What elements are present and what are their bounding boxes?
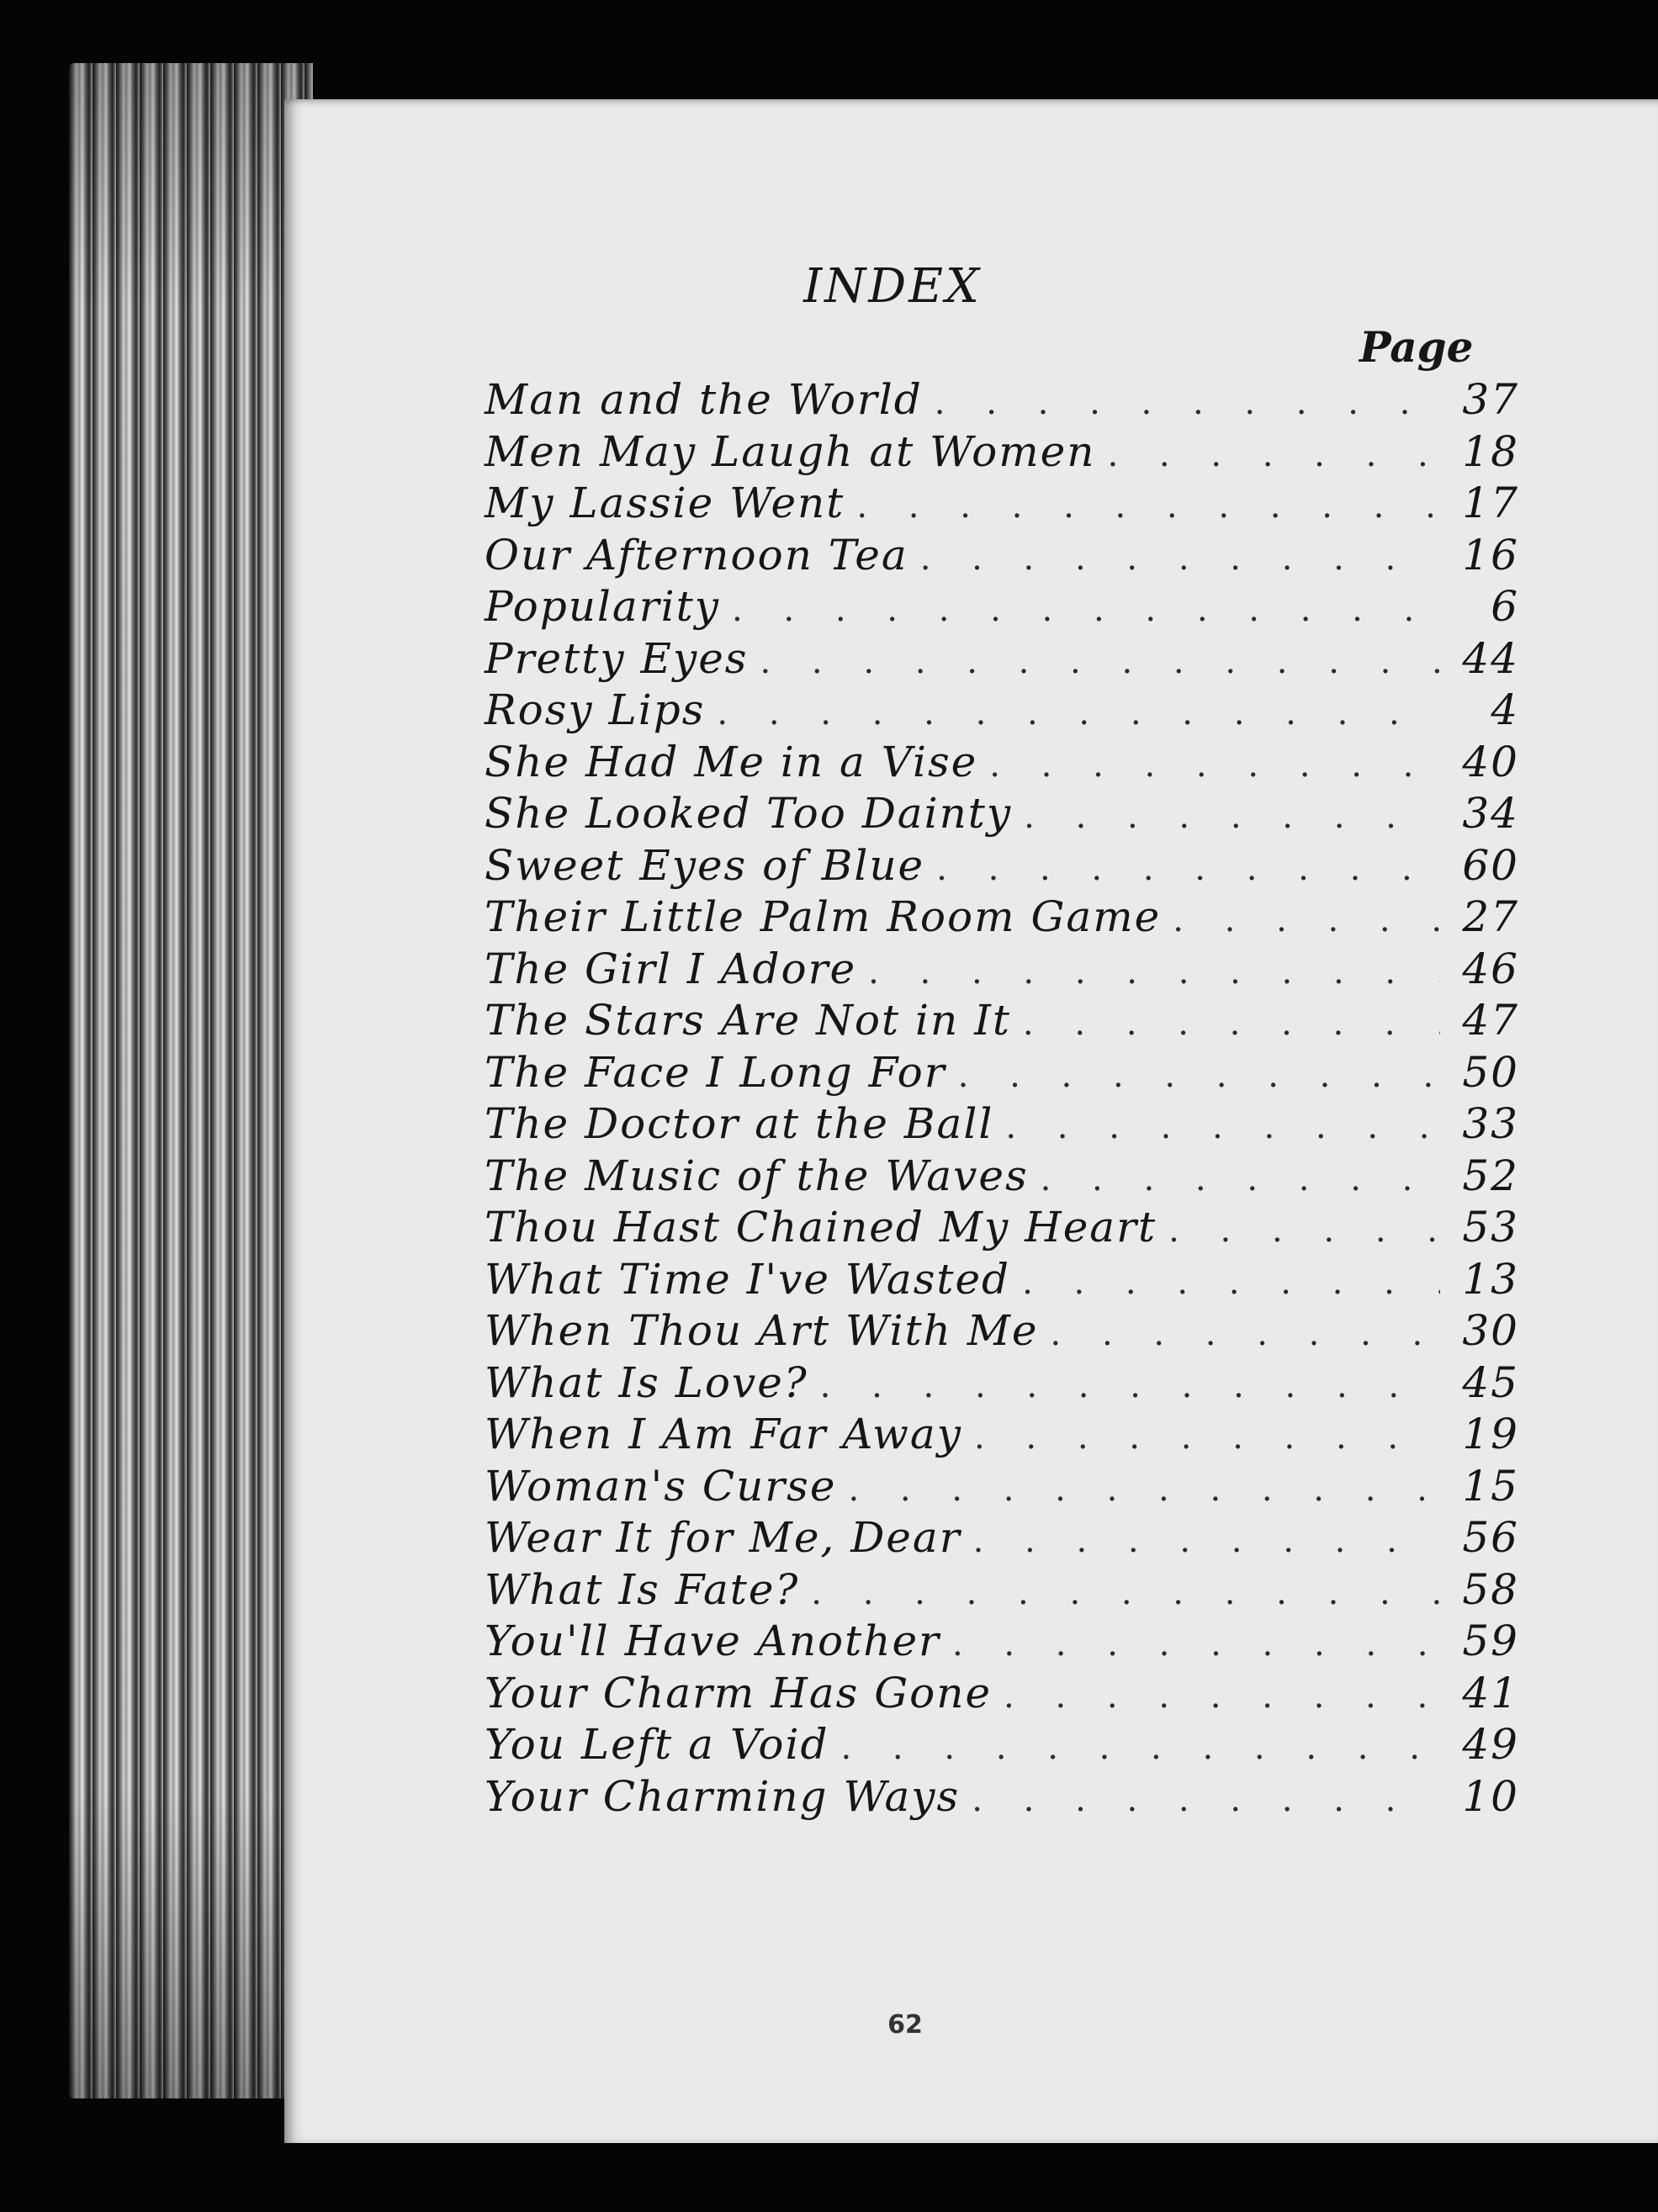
index-entry bbox=[485, 479, 1519, 531]
entry-title: When I Am Far Away bbox=[485, 1410, 962, 1458]
entry-title: Your Charm Has Gone bbox=[485, 1668, 993, 1717]
index-entry bbox=[485, 945, 1519, 997]
index-entry bbox=[485, 582, 1519, 634]
leader-dots bbox=[732, 590, 1440, 629]
leader-dots bbox=[840, 1728, 1440, 1767]
entry-page-number: 18 bbox=[1462, 426, 1519, 476]
entry-title: Popularity bbox=[485, 582, 720, 631]
entry-title: Pretty Eyes bbox=[485, 633, 749, 683]
index-entry bbox=[485, 1048, 1519, 1100]
leader-dots bbox=[1107, 436, 1440, 474]
leader-dots bbox=[952, 1625, 1440, 1664]
index-entry bbox=[485, 1410, 1519, 1462]
index-entry bbox=[485, 1099, 1519, 1151]
entry-page-number: 37 bbox=[1462, 375, 1519, 424]
index-entry bbox=[485, 1669, 1519, 1721]
page-number: 62 bbox=[887, 2010, 923, 2040]
leader-dots bbox=[972, 1781, 1440, 1819]
index-entry bbox=[485, 1203, 1519, 1255]
index-entry bbox=[485, 996, 1519, 1048]
entry-title: She Had Me in a Vise bbox=[485, 737, 978, 786]
entry-page-number: 4 bbox=[1491, 685, 1519, 734]
entry-title: Our Afternoon Tea bbox=[485, 530, 908, 579]
entry-title: You'll Have Another bbox=[485, 1617, 940, 1665]
leader-dots bbox=[1023, 1004, 1440, 1043]
entry-title: Woman's Curse bbox=[485, 1461, 837, 1511]
entry-title: She Looked Too Dainty bbox=[485, 789, 1013, 838]
entry-title: Men May Laugh at Women bbox=[485, 426, 1096, 476]
leader-dots bbox=[856, 487, 1440, 526]
index-content bbox=[485, 99, 1612, 2143]
entry-title: Wear It for Me, Dear bbox=[485, 1513, 961, 1562]
entry-title: Thou Hast Chained My Heart bbox=[485, 1203, 1157, 1252]
index-entry bbox=[485, 1565, 1519, 1617]
leader-dots bbox=[717, 694, 1440, 733]
leader-dots bbox=[1004, 1677, 1440, 1716]
entry-page-number: 16 bbox=[1462, 530, 1519, 579]
leader-dots bbox=[848, 1470, 1440, 1509]
entry-page-number: 58 bbox=[1462, 1564, 1519, 1614]
index-entry bbox=[485, 1255, 1519, 1307]
leader-dots bbox=[989, 746, 1440, 785]
entry-title: What Is Love? bbox=[485, 1357, 808, 1407]
index-entry bbox=[485, 1306, 1519, 1358]
index-entry bbox=[485, 531, 1519, 583]
index-entry bbox=[485, 841, 1519, 893]
entry-page-number: 40 bbox=[1462, 737, 1519, 786]
page-column-heading: Page bbox=[1359, 322, 1474, 372]
entry-page-number: 52 bbox=[1462, 1151, 1519, 1200]
entry-page-number: 10 bbox=[1462, 1771, 1519, 1821]
leader-dots bbox=[868, 953, 1440, 992]
leader-dots bbox=[973, 1521, 1440, 1560]
index-entry bbox=[485, 789, 1519, 841]
entry-title: What Is Fate? bbox=[485, 1564, 800, 1614]
entry-page-number: 17 bbox=[1462, 479, 1519, 527]
leader-dots bbox=[1005, 1108, 1440, 1146]
book-page bbox=[284, 99, 1658, 2143]
entry-title: The Stars Are Not in It bbox=[485, 996, 1011, 1045]
entry-title: My Lassie Went bbox=[485, 479, 845, 527]
entry-page-number: 33 bbox=[1462, 1099, 1519, 1148]
entry-page-number: 53 bbox=[1462, 1203, 1519, 1252]
leader-dots bbox=[935, 384, 1440, 422]
entry-title: Your Charming Ways bbox=[485, 1771, 961, 1821]
entry-page-number: 41 bbox=[1462, 1668, 1519, 1717]
entry-page-number: 27 bbox=[1462, 892, 1519, 941]
entry-page-number: 56 bbox=[1462, 1513, 1519, 1562]
index-entry bbox=[485, 1462, 1519, 1514]
entry-page-number: 47 bbox=[1462, 996, 1519, 1045]
leader-dots bbox=[1173, 901, 1440, 939]
leader-dots bbox=[760, 643, 1440, 681]
entry-title: The Girl I Adore bbox=[485, 944, 857, 993]
leader-dots bbox=[1168, 1211, 1440, 1250]
entry-page-number: 30 bbox=[1462, 1306, 1519, 1355]
leader-dots bbox=[1022, 1263, 1440, 1302]
leader-dots bbox=[811, 1574, 1440, 1612]
leader-dots bbox=[920, 539, 1440, 578]
entry-title: Their Little Palm Room Game bbox=[485, 892, 1162, 941]
index-entry bbox=[485, 1617, 1519, 1669]
entry-title: Man and the World bbox=[485, 375, 923, 424]
index-entries bbox=[485, 375, 1519, 1823]
entry-page-number: 15 bbox=[1462, 1461, 1519, 1511]
leader-dots bbox=[936, 849, 1440, 888]
index-entry bbox=[485, 685, 1519, 738]
entry-page-number: 59 bbox=[1462, 1617, 1519, 1665]
entry-title: When Thou Art With Me bbox=[485, 1306, 1039, 1355]
index-entry bbox=[485, 892, 1519, 945]
index-entry bbox=[485, 1151, 1519, 1204]
entry-title: Sweet Eyes of Blue bbox=[485, 840, 925, 890]
index-entry bbox=[485, 1513, 1519, 1565]
entry-title: The Doctor at the Ball bbox=[485, 1099, 994, 1148]
entry-title: You Left a Void bbox=[485, 1720, 829, 1769]
leader-dots bbox=[1024, 797, 1440, 836]
entry-page-number: 49 bbox=[1462, 1720, 1519, 1769]
entry-title: Rosy Lips bbox=[485, 685, 706, 734]
entry-page-number: 19 bbox=[1462, 1410, 1519, 1458]
entry-page-number: 34 bbox=[1462, 789, 1519, 838]
entry-page-number: 44 bbox=[1462, 633, 1519, 683]
entry-page-number: 13 bbox=[1462, 1254, 1519, 1304]
leader-dots bbox=[974, 1418, 1440, 1457]
index-entry bbox=[485, 1358, 1519, 1410]
entry-page-number: 46 bbox=[1462, 944, 1519, 993]
book-page-edges bbox=[69, 63, 313, 2098]
entry-page-number: 45 bbox=[1462, 1357, 1519, 1407]
leader-dots bbox=[1051, 1315, 1440, 1353]
index-entry bbox=[485, 634, 1519, 686]
leader-dots bbox=[1041, 1160, 1440, 1199]
index-entry bbox=[485, 738, 1519, 790]
entry-title: The Face I Long For bbox=[485, 1047, 946, 1097]
leader-dots bbox=[820, 1367, 1440, 1405]
entry-page-number: 6 bbox=[1491, 582, 1519, 631]
entry-page-number: 50 bbox=[1462, 1047, 1519, 1097]
entry-page-number: 60 bbox=[1462, 840, 1519, 890]
index-entry bbox=[485, 427, 1519, 479]
leader-dots bbox=[958, 1056, 1440, 1095]
index-entry bbox=[485, 1772, 1519, 1824]
entry-title: What Time I've Wasted bbox=[485, 1254, 1011, 1304]
index-title: INDEX bbox=[803, 259, 982, 314]
entry-title: The Music of the Waves bbox=[485, 1151, 1029, 1200]
index-entry bbox=[485, 1720, 1519, 1772]
index-entry bbox=[485, 375, 1519, 427]
